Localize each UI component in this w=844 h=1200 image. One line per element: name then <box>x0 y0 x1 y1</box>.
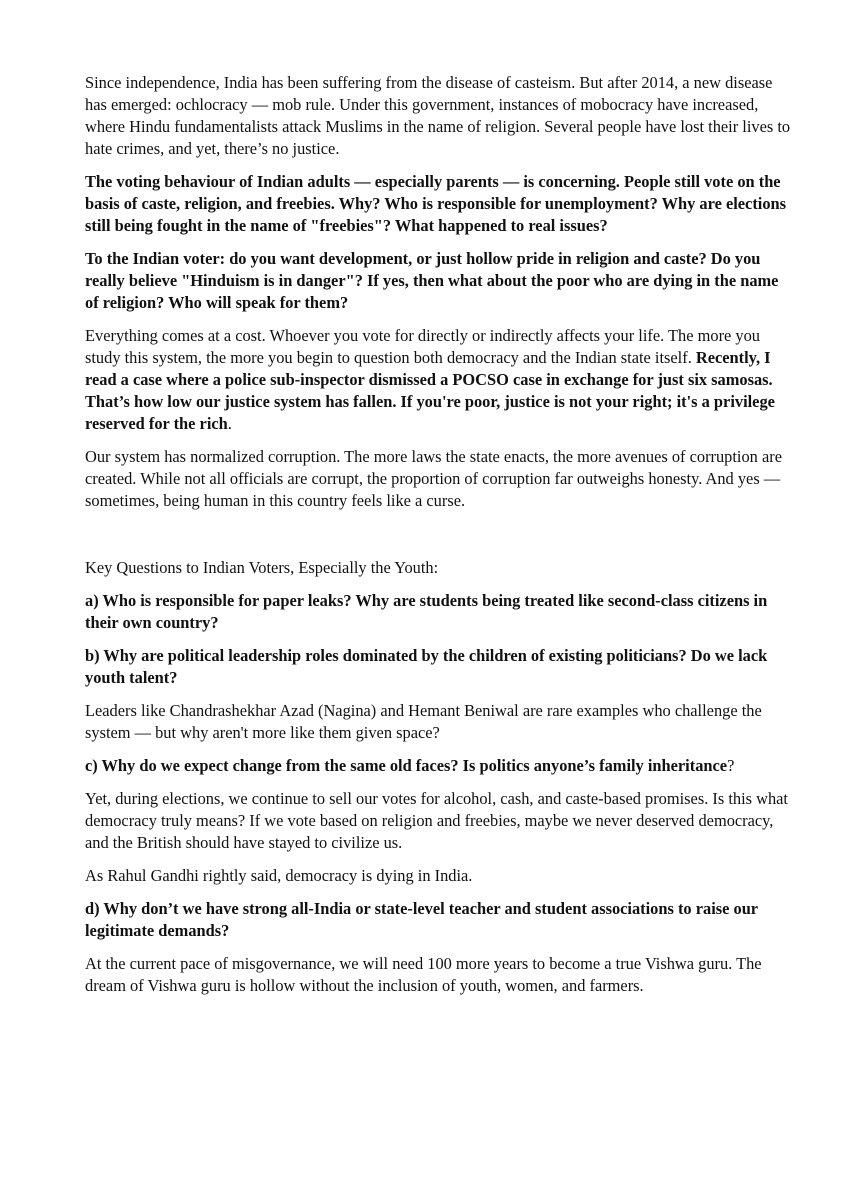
paragraph-vishwa-guru: At the current pace of misgovernance, we will need 100 more years to become a true Vishwa guru. The dream of Vishwa guru is hollow without the inclusion of youth, women, and farmers. <box>85 954 762 995</box>
paragraph-indian-voter: To the Indian voter: do you want development, or just hollow pride in religion and caste? Do you really believe "Hinduism is in danger"? If yes, then what about the poor who are dying in the name of religion? Who will speak for them? <box>85 249 779 312</box>
question-c-bold: c) Why do we expect change from the same old faces? Is politics anyone’s family inheritance <box>85 756 728 775</box>
paragraph-casteism: Since independence, India has been suffering from the disease of casteism. But after 2014, a new disease has emerged: ochlocracy — mob rule. Under this government, instances of mobocracy have increased, where Hindu fundamentalists attack Muslims in the name of religion. Several people have lost their lives to hate crimes, and yet, there’s no justice. <box>85 73 791 158</box>
paragraph-everything-cost-end: . <box>227 414 232 433</box>
paragraph-everything-cost <box>85 325 792 435</box>
question-c <box>85 755 792 777</box>
paragraph-voting-behaviour: The voting behaviour of Indian adults — especially parents — is concerning. People still vote on the basis of caste, religion, and freebies. Why? Who is responsible for unemployment? Why are elections still being fought in the name of "freebies"? What happened to real issues? <box>85 172 787 235</box>
question-b: b) Why are political leadership roles dominated by the children of existing politicians? Do we lack youth talent? <box>85 646 768 687</box>
paragraph-leaders: Leaders like Chandrashekhar Azad (Nagina) and Hemant Beniwal are rare examples who challenge the system — but why aren't more like them given space? <box>85 701 762 742</box>
paragraph-elections: Yet, during elections, we continue to sell our votes for alcohol, cash, and caste-based promises. Is this what democracy truly means? If we vote based on religion and freebies, maybe we never deserved democracy, and the British should have stayed to civilize us. <box>85 789 788 852</box>
paragraph-everything-cost-plain: Everything comes at a cost. Whoever you vote for directly or indirectly affects your life. The more you study this system, the more you begin to question both democracy and the Indian state itself. <box>85 326 760 367</box>
question-a: a) Who is responsible for paper leaks? Why are students being treated like second-class citizens in their own country? <box>85 591 768 632</box>
section-gap <box>85 523 792 557</box>
paragraph-corruption: Our system has normalized corruption. The more laws the state enacts, the more avenues of corruption are created. While not all officials are corrupt, the proportion of corruption far outweighs honesty. And yes — sometimes, being human in this country feels like a curse. <box>85 447 782 510</box>
question-c-end: ? <box>727 756 735 775</box>
paragraph-rahul-gandhi: As Rahul Gandhi rightly said, democracy is dying in India. <box>85 866 473 885</box>
paragraph-everything-cost-bold: Recently, I read a case where a police sub-inspector dismissed a POCSO case in exchange for just six samosas. That’s how low our justice system has fallen. If you're poor, justice is not your right; it's a privilege reserved for the rich <box>85 348 775 433</box>
section-heading: Key Questions to Indian Voters, Especially the Youth: <box>85 558 439 577</box>
question-d: d) Why don’t we have strong all-India or state-level teacher and student associations to raise our legitimate demands? <box>85 899 758 940</box>
